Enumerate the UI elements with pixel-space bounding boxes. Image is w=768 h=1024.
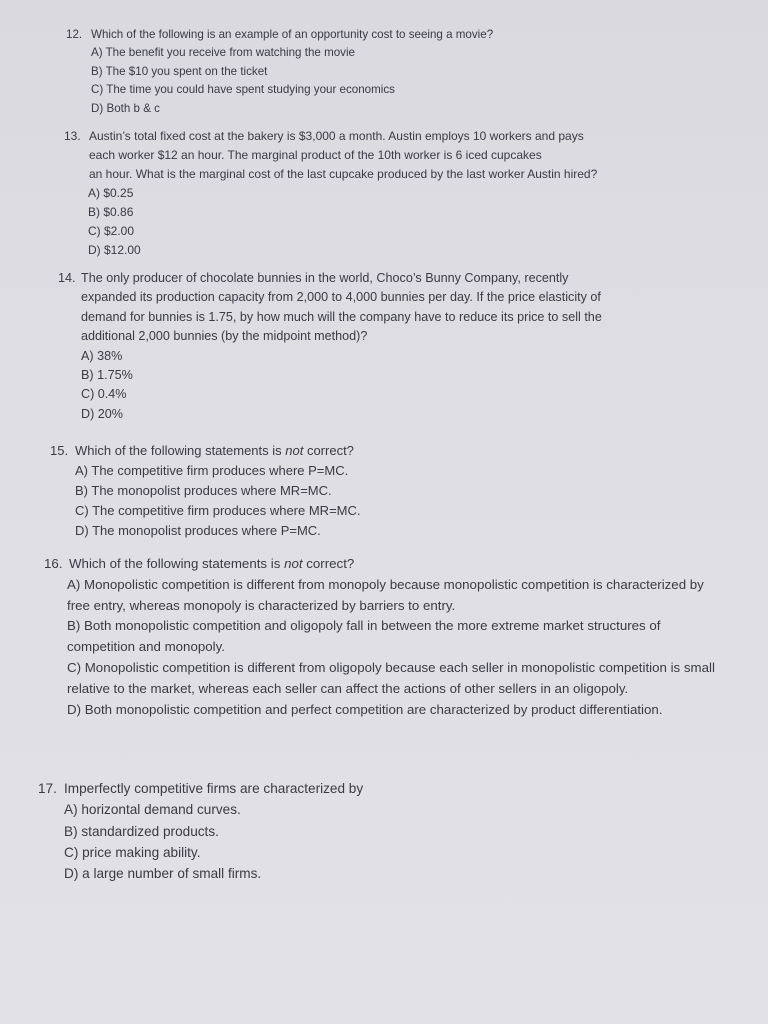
answer-options [44,575,724,721]
answer-options [38,799,688,884]
question-text [44,554,724,575]
answer-options [58,347,708,425]
answer-options [50,461,700,541]
question-stem [44,554,724,575]
question-stem [66,26,706,44]
question-stem [38,778,688,799]
option-a: A) $0.25 [88,186,134,200]
question-text-line-2: expanded its production capacity from 2,000 to 4,000 bunnies per day. If the price elasticity of [81,290,601,305]
question-text-start: Which of the following statements is [69,556,285,571]
option-d: D) 20% [81,406,123,421]
question-number: 15. [50,443,69,458]
answer-options [66,44,706,118]
question-number: 13. [64,129,81,143]
question-stem [58,269,708,347]
question-number: 17. [38,781,57,796]
question-text-line-1: The only producer of chocolate bunnies in the world, Choco’s Bunny Company, recently [81,271,569,285]
option-d: D) Both monopolistic competition and perfect competition are characterized by product differentiation. [67,701,663,717]
option-b: B) $0.86 [88,205,134,219]
question-17 [38,778,688,884]
question-number: 14. [58,271,76,285]
option-d: D) Both b & c [91,101,160,115]
question-text-line-2: each worker $12 an hour. The marginal product of the 10th worker is 6 iced cupcakes [89,148,542,162]
question-number: 12. [66,28,83,41]
question-text-line-1: Austin’s total fixed cost at the bakery is $3,000 a month. Austin employs 10 workers and pays [89,129,584,143]
option-a: A) Monopolistic competition is different from monopoly because monopolistic competition is characterized by free entry, whereas monopoly is characterized by barriers to entry. [67,576,704,613]
option-a: A) The benefit you receive from watching the movie [91,46,355,60]
emphasis-not: not [285,443,304,458]
option-c: C) 0.4% [81,387,127,402]
option-c: C) $2.00 [88,224,135,238]
question-14 [58,269,708,424]
question-text: Imperfectly competitive firms are characterized by [64,781,364,796]
option-c: C) price making ability. [64,844,201,860]
option-b: B) The $10 you spent on the ticket [91,64,268,78]
question-text-end: correct? [302,556,355,571]
option-d: D) The monopolist produces where P=MC. [75,523,321,538]
question-stem [50,441,700,461]
question-text-end: correct? [303,443,354,458]
option-c: C) The competitive firm produces where MR=MC. [75,503,361,518]
question-15 [50,441,700,541]
question-text [50,441,700,461]
option-b: B) Both monopolistic competition and oligopoly fall in between the more extreme market structures of competition and monopoly. [67,618,661,655]
question-13 [64,127,714,260]
question-12 [66,26,706,118]
option-c: C) The time you could have spent studying your economics [91,83,395,97]
option-a: A) horizontal demand curves. [64,802,241,818]
option-a: A) 38% [81,348,123,363]
option-b: B) standardized products. [64,823,219,839]
option-b: B) The monopolist produces where MR=MC. [75,483,332,498]
question-text-line-3: demand for bunnies is 1.75, by how much will the company have to reduce its price to sell the [81,309,602,324]
option-a: A) The competitive firm produces where P=MC. [75,463,349,478]
answer-options [64,184,714,260]
question-stem [64,127,714,184]
option-c: C) Monopolistic competition is different from oligopoly because each seller in monopolistic competition is small relative to the market, whereas each seller can affect the actions of other sellers in an oligopoly. [67,659,715,696]
question-text-line-3: an hour. What is the marginal cost of the last cupcake produced by the last worker Austin hired? [89,167,598,181]
emphasis-not: not [284,556,303,571]
question-16 [44,554,724,720]
option-b: B) 1.75% [81,368,133,383]
option-d: D) $12.00 [88,243,141,257]
question-number: 16. [44,556,63,571]
question-text-line-4: additional 2,000 bunnies (by the midpoint method)? [81,329,368,344]
question-text-start: Which of the following statements is [75,443,286,458]
question-text: Which of the following is an example of an opportunity cost to seeing a movie? [91,28,494,41]
option-d: D) a large number of small firms. [64,866,262,882]
